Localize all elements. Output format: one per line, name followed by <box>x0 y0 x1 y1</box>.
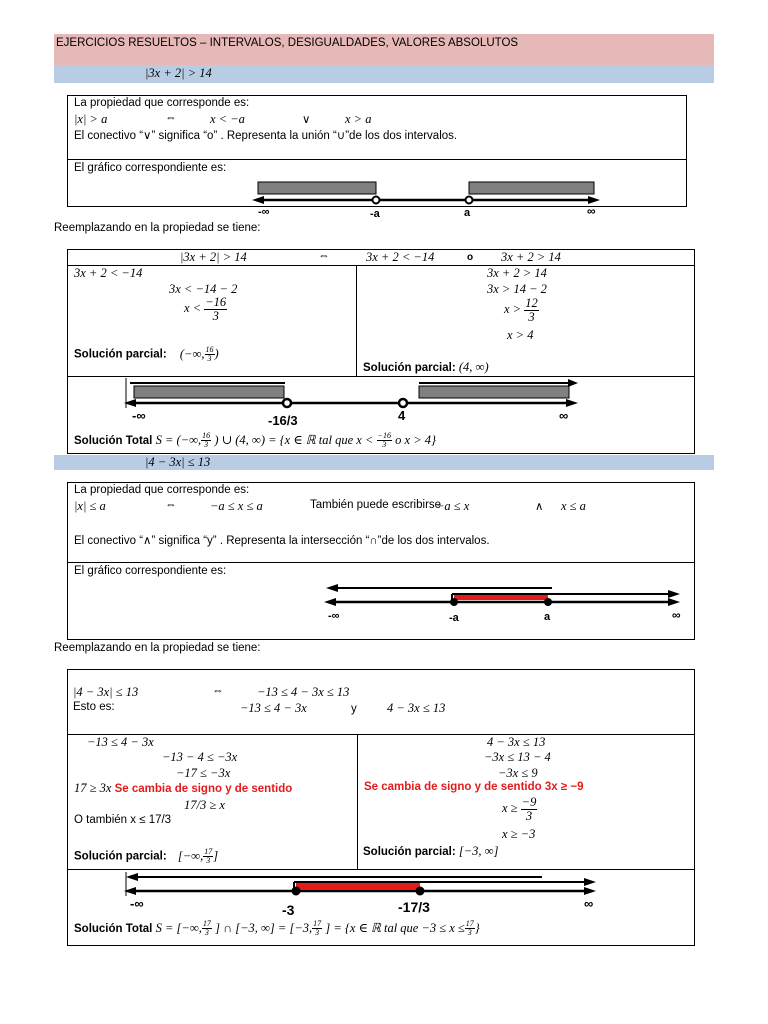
ex1-number-line-solution <box>122 378 582 430</box>
ex2-prop-abs: |x| ≤ a <box>74 499 106 513</box>
ex1-eq-right: 3x + 2 > 14 <box>501 250 561 264</box>
shaded-interval-left <box>134 386 284 398</box>
ex2-prop-label: La propiedad que corresponde es: <box>74 484 250 496</box>
right-arrow <box>588 196 600 204</box>
arrowhead <box>126 873 138 881</box>
ex1-left-partial: Solución parcial: (−∞, $\frac{16}{3}$ ) <box>74 345 219 363</box>
ex2-eq-and: y <box>351 703 357 715</box>
right-arrow <box>668 598 680 606</box>
ex2-also-and: ∧ <box>535 501 544 513</box>
left-arrow <box>324 598 336 606</box>
divider <box>67 562 695 563</box>
intersection-segment <box>296 883 420 890</box>
ex2-right-step-2: −3x ≤ 13 − 4 <box>484 750 551 764</box>
ex1-prop-abs: |x| > a <box>74 112 108 126</box>
arrowhead <box>584 878 596 886</box>
ex2-prop-iff: ⇔ <box>165 499 177 511</box>
left-arrow <box>252 196 264 204</box>
ex1-eq-abs: |3x + 2| > 14 <box>180 250 247 264</box>
tick-a: a <box>544 611 551 623</box>
ex2-number-line-intersection <box>322 578 690 628</box>
open-point-neg-16-3 <box>283 399 291 407</box>
tick-neg-inf: -∞ <box>258 206 270 218</box>
divider <box>67 734 695 735</box>
ex2-left-step-1: −13 ≤ 4 − 3x <box>87 735 154 749</box>
ex2-also: También puede escribirse <box>310 499 442 511</box>
ex2-left-step-6: O también x ≤ 17/3 <box>74 814 172 826</box>
ex1-connective: El conectivo “∨” significa “o” . Representa la unión “∪”de los dos intervalos. <box>74 130 458 142</box>
ex2-right-note: Se cambia de signo y de sentido 3x ≥ −9 <box>364 781 584 793</box>
ex2-left-step-4: 17 ≥ 3x Se cambia de signo y de sentido <box>74 781 293 795</box>
shaded-interval-left <box>258 182 376 194</box>
ex2-eq-abs: |4 − 3x| ≤ 13 <box>73 685 139 699</box>
ex1-replace-label: Reemplazando en la propiedad se tiene: <box>54 222 261 234</box>
ex2-replace-label: Reemplazando en la propiedad se tiene: <box>54 642 261 654</box>
tick-neg-a: -a <box>449 612 459 624</box>
ex1-eq-left: 3x + 2 < −14 <box>366 250 435 264</box>
ex2-left-step-3: −17 ≤ −3x <box>176 766 231 780</box>
ex1-right-partial: Solución parcial: (4, ∞) <box>363 360 489 374</box>
tick-inf: ∞ <box>587 204 596 218</box>
tick-inf: ∞ <box>672 608 681 622</box>
exercise1-heading: |3x + 2| > 14 <box>145 66 212 80</box>
ex1-total-solution: Solución Total S = (−∞, $\frac{16}{3}$ ) ∪ (4, ∞) = {x ∈ ℝ tal que x < $\frac{-16}{3}$ o x > 4} <box>74 431 437 450</box>
page-title: EJERCICIOS RESUELTOS – INTERVALOS, DESIGUALDADES, VALORES ABSOLUTOS <box>56 37 519 49</box>
ex1-graph-label: El gráfico correspondiente es: <box>74 162 227 174</box>
ex1-prop-label: La propiedad que corresponde es: <box>74 97 250 109</box>
ex2-left-partial: Solución parcial: [−∞, $\frac{17}{3}$ ] <box>74 847 219 865</box>
exercise2-heading: |4 − 3x| ≤ 13 <box>145 455 211 469</box>
ex2-right-step-1: 4 − 3x ≤ 13 <box>487 735 546 749</box>
ex2-right-step-5: x ≥ −3 <box>502 827 536 841</box>
arrowhead <box>668 590 680 598</box>
tick-neg-16-3: -16/3 <box>268 413 298 428</box>
ex2-right-partial: Solución parcial: [−3, ∞] <box>363 844 499 858</box>
ex2-left-step-2: −13 − 4 ≤ −3x <box>162 750 238 764</box>
ex2-eq-left: −13 ≤ 4 − 3x <box>240 701 307 715</box>
divider <box>356 265 357 376</box>
ex2-number-line-solution <box>122 870 602 920</box>
ex2-eq-right: 4 − 3x ≤ 13 <box>387 701 446 715</box>
divider <box>67 159 687 160</box>
ex2-prop-range: −a ≤ x ≤ a <box>210 499 263 513</box>
tick-neg-inf: -∞ <box>132 408 146 423</box>
ex1-eq-iff: ⇔ <box>318 250 330 262</box>
closed-point-17-3 <box>416 887 425 896</box>
tick-neg-inf: -∞ <box>328 610 340 622</box>
ex1-prop-or: ∨ <box>302 114 311 126</box>
tick-4: 4 <box>398 408 406 423</box>
ex2-left-step-5: 17/3 ≥ x <box>184 798 225 812</box>
divider <box>357 734 358 869</box>
tick-neg-3: -3 <box>282 902 295 918</box>
ex2-also-left: −a ≤ x <box>436 499 470 513</box>
ex2-eq-label: Esto es: <box>73 701 115 713</box>
ex1-left-step-3: x < $\frac{-16}{3}$ <box>184 295 227 323</box>
divider <box>67 265 695 266</box>
divider <box>67 376 695 377</box>
closed-point-neg-a <box>450 598 458 606</box>
tick-neg-inf: -∞ <box>130 896 144 911</box>
arrowhead <box>568 379 578 387</box>
shaded-interval-right <box>419 386 569 398</box>
open-point-neg-a <box>373 197 380 204</box>
ex2-right-step-3: −3x ≤ 9 <box>498 766 538 780</box>
ex1-left-step-1: 3x + 2 < −14 <box>74 266 143 280</box>
tick-inf: ∞ <box>559 408 569 423</box>
ex1-number-line-union <box>250 178 610 220</box>
open-point-4 <box>399 399 407 407</box>
ex2-connective: El conectivo “∧” significa “y” . Representa la intersección “∩”de los dos intervalos. <box>74 535 490 547</box>
ex1-prop-right: x > a <box>345 112 372 126</box>
ex2-eq-iff: ⇔ <box>212 685 224 697</box>
ex1-right-step-2: 3x > 14 − 2 <box>487 282 547 296</box>
tick-neg-a: -a <box>370 208 380 220</box>
intersection-segment <box>454 595 548 600</box>
ex2-right-step-4: x ≥ $\frac{-9}{3}$ <box>502 795 537 823</box>
shaded-interval-right <box>469 182 594 194</box>
right-arrow <box>584 887 596 895</box>
open-point-a <box>466 197 473 204</box>
closed-point-neg-3 <box>292 887 301 896</box>
tick-17-3: -17/3 <box>398 899 430 915</box>
ex1-right-step-3: x > $\frac{12}{3}$ <box>504 296 538 324</box>
ex2-also-right: x ≤ a <box>561 499 586 513</box>
ex2-total-solution: Solución Total S = [−∞, $\frac{17}{3}$ ] ∩ [−3, ∞] = [−3, $\frac{17}{3}$ ] = {x ∈ ℝ tal que −3 ≤ x ≤ $\frac{17}{3}$ } <box>74 919 480 938</box>
ex1-eq-or: o <box>467 252 474 263</box>
right-arrow <box>566 399 578 407</box>
ex2-graph-label: El gráfico correspondiente es: <box>74 565 227 577</box>
ex1-prop-left: x < −a <box>210 112 245 126</box>
closed-point-a <box>544 598 552 606</box>
ex1-right-step-4: x > 4 <box>507 328 534 342</box>
ex1-left-step-2: 3x < −14 − 2 <box>169 282 238 296</box>
ex1-prop-iff: ⇔ <box>165 112 177 124</box>
arrowhead <box>326 584 338 592</box>
tick-a: a <box>464 207 471 219</box>
ex2-eq-range: −13 ≤ 4 − 3x ≤ 13 <box>257 685 350 699</box>
tick-inf: ∞ <box>584 896 594 911</box>
ex1-right-step-1: 3x + 2 > 14 <box>487 266 547 280</box>
